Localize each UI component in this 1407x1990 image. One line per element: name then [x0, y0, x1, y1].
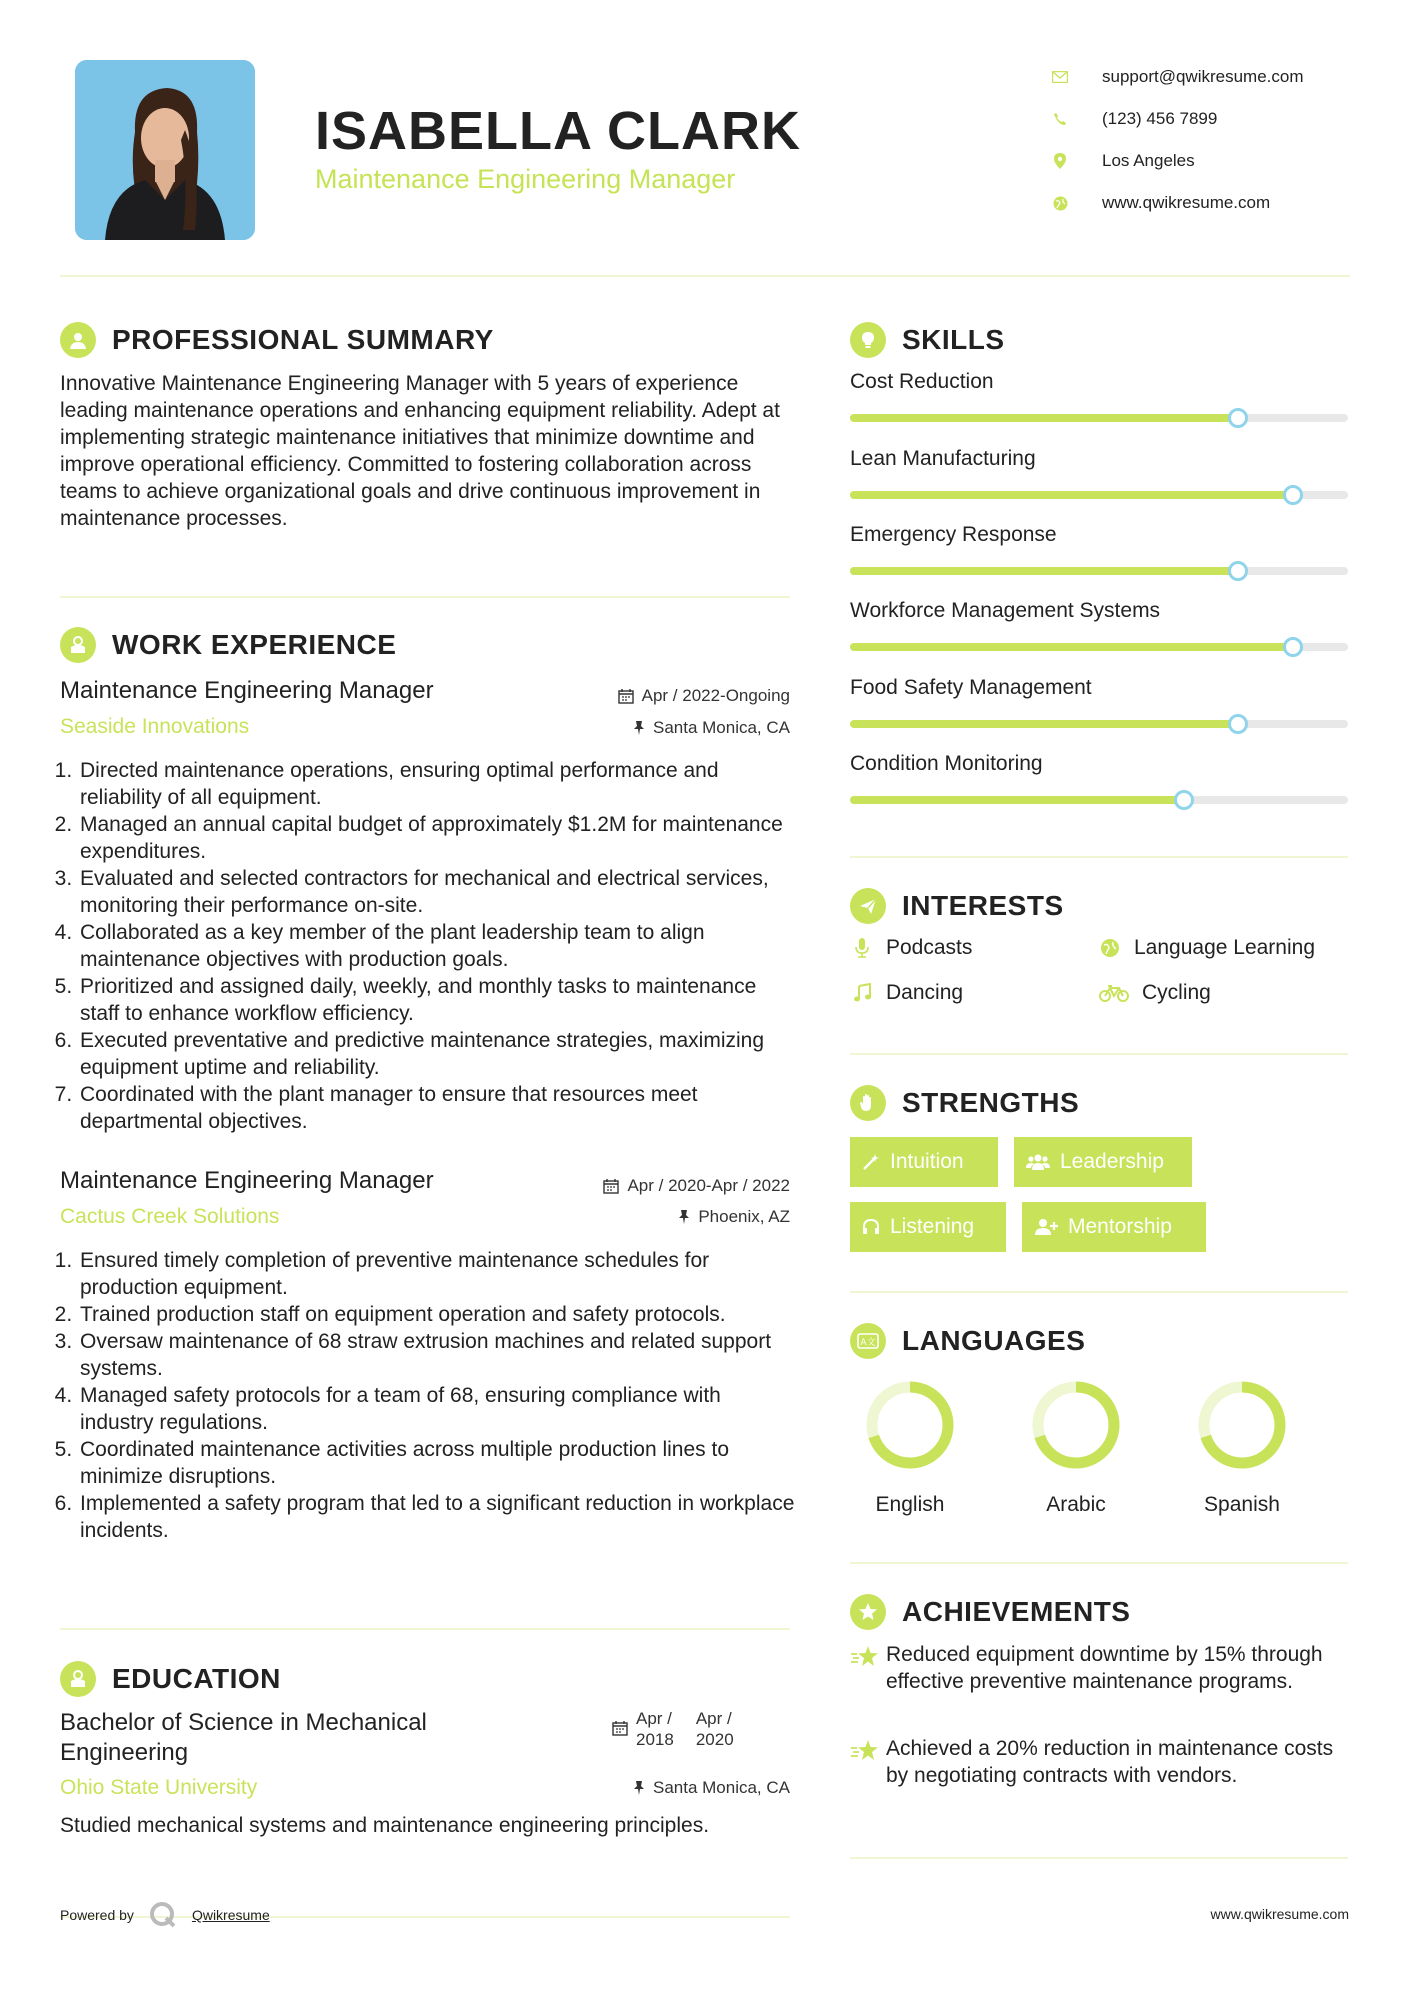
skill-name: Workforce Management Systems: [850, 599, 1161, 622]
svg-text:A文: A文: [860, 1338, 876, 1348]
user-plus-icon: [1034, 1218, 1058, 1236]
skill-fill: [850, 720, 1238, 728]
skill-fill: [850, 491, 1293, 499]
education-location-text: Santa Monica, CA: [652, 1778, 790, 1797]
person-portrait-icon: [75, 60, 255, 240]
skill-knob: [1228, 561, 1248, 581]
interest-label: Cycling: [1142, 981, 1211, 1004]
achievement-text: Achieved a 20% reduction in maintenance costs by negotiating contracts with vendors.: [886, 1737, 1334, 1787]
skill-fill: [850, 643, 1293, 651]
location-text: Los Angeles: [1102, 151, 1195, 170]
skill-name: Emergency Response: [850, 523, 1057, 546]
language-name: Spanish: [1204, 1493, 1280, 1516]
skill-name: Cost Reduction: [850, 370, 994, 393]
summary-heading: [60, 322, 494, 358]
strengths-divider: [850, 1291, 1348, 1293]
phone-text: (123) 456 7899: [1102, 109, 1218, 128]
skill-item: [850, 599, 1348, 651]
summary-text: Innovative Maintenance Engineering Manager with 5 years of experience leading maintenance operations and enhancing equipment reliability. Adept at implementing strategic maintenance initiatives that minimize downtime and improve operational efficiency. Committed to fostering collaboration across teams to achieve organizational goals and drive continuous improvement in maintenance processes.: [60, 372, 780, 530]
achievement-item: [850, 1641, 1350, 1695]
interest-label: Dancing: [886, 981, 964, 1004]
skills-divider: [850, 856, 1348, 858]
achievements-title: ACHIEVEMENTS: [902, 1596, 1131, 1627]
skill-knob: [1283, 637, 1303, 657]
language-name: English: [875, 1493, 945, 1516]
skill-bar: [850, 720, 1348, 728]
achievements-divider: [850, 1857, 1348, 1859]
skill-bar: [850, 796, 1348, 804]
strength-label: Leadership: [1060, 1150, 1164, 1173]
duty-item: 4. Collaborated as a key member of the plant leadership team to align maintenance objectives with production goals.: [78, 919, 798, 973]
paper-plane-icon: [850, 888, 886, 924]
edu-end-year: 2020: [695, 1730, 734, 1749]
duty-item: 6. Executed preventative and predictive maintenance strategies, maximizing equipment uptime and reliability.: [78, 1027, 798, 1081]
education-location: [540, 1778, 790, 1798]
star-badge-icon: [850, 1594, 886, 1630]
interest-item: [1098, 981, 1211, 1005]
job-1-location: [540, 718, 790, 738]
skill-item: [850, 676, 1348, 728]
calendar-icon: [618, 688, 634, 704]
strengths-heading: [850, 1085, 1079, 1121]
lightbulb-icon: [850, 322, 886, 358]
education-heading: [60, 1661, 281, 1697]
profile-photo: [75, 60, 255, 240]
interest-label: Language Learning: [1134, 936, 1316, 959]
strength-chip: [1014, 1137, 1192, 1187]
job-1-location-text: Santa Monica, CA: [652, 718, 790, 737]
map-marker-icon: [1050, 151, 1070, 171]
strength-label: Listening: [890, 1215, 975, 1238]
job-1-company: Seaside Innovations: [60, 715, 250, 738]
footer-site-link[interactable]: www.qwikresume.com: [1210, 1906, 1349, 1922]
edu-start-month: Apr /: [636, 1709, 672, 1728]
interests-divider: [850, 1053, 1348, 1055]
job-2-duties: [58, 1247, 798, 1544]
duty-item: 5. Prioritized and assigned daily, weekly, and monthly tasks to maintenance staff to enhance workflow efficiency.: [78, 973, 798, 1027]
duty-item: 2. Managed an annual capital budget of approximately $1.2M for maintenance expenditures.: [78, 811, 798, 865]
interest-item: [1098, 936, 1315, 960]
strength-chip: [850, 1137, 998, 1187]
degree-line-2: Engineering: [60, 1739, 189, 1766]
languages-title: LANGUAGES: [902, 1325, 1086, 1356]
job-2-location-text: Phoenix, AZ: [698, 1207, 790, 1226]
duty-item: 4. Managed safety protocols for a team of 68, ensuring compliance with industry regulations.: [78, 1382, 798, 1436]
header-divider: [60, 275, 1350, 277]
duty-item: 2. Trained production staff on equipment operation and safety protocols.: [78, 1301, 798, 1328]
pin-icon: [678, 1209, 690, 1225]
languages-divider: [850, 1562, 1348, 1564]
language-item: [1182, 1375, 1302, 1517]
music-icon: [850, 983, 874, 1003]
duty-item: 5. Coordinated maintenance activities across multiple production lines to minimize disruptions.: [78, 1436, 798, 1490]
globe-icon: [1050, 193, 1070, 213]
duty-item: 1. Directed maintenance operations, ensuring optimal performance and reliability of all equipment.: [78, 757, 798, 811]
school-name: Ohio State University: [60, 1776, 258, 1799]
language-item: [1016, 1375, 1136, 1517]
skill-item: [850, 447, 1348, 499]
skill-fill: [850, 567, 1238, 575]
footer-branding: [60, 1900, 270, 1930]
summary-title: PROFESSIONAL SUMMARY: [112, 324, 494, 355]
education-title: EDUCATION: [112, 1663, 281, 1694]
skill-bar: [850, 491, 1348, 499]
skills-title: SKILLS: [902, 324, 1005, 355]
candidate-role: Maintenance Engineering Manager: [315, 164, 736, 194]
languages-heading: [850, 1323, 1085, 1359]
language-ring: [860, 1375, 960, 1475]
skill-name: Lean Manufacturing: [850, 447, 1036, 470]
job-2-company: Cactus Creek Solutions: [60, 1205, 280, 1228]
experience-heading: [60, 627, 396, 663]
contact-website[interactable]: [1050, 182, 1380, 224]
skill-knob: [1283, 485, 1303, 505]
achievement-item: [850, 1735, 1350, 1789]
phone-icon: [1050, 109, 1070, 129]
strength-label: Mentorship: [1068, 1215, 1172, 1238]
duty-item: 3. Evaluated and selected contractors for mechanical and electrical services, monitoring their performance on-site.: [78, 865, 798, 919]
skill-name: Food Safety Management: [850, 676, 1092, 699]
qwikresume-logo-icon: [148, 1900, 178, 1930]
language-ring: [1192, 1375, 1292, 1475]
job-2-dates: [540, 1176, 790, 1196]
skill-knob: [1228, 408, 1248, 428]
job-1-title: Maintenance Engineering Manager: [60, 677, 434, 704]
envelope-icon: [1050, 67, 1070, 87]
briefcase-icon: [60, 627, 96, 663]
bicycle-icon: [1098, 984, 1130, 1002]
star-icon: [850, 1645, 886, 1695]
duty-item: 3. Oversaw maintenance of 68 straw extrusion machines and related support systems.: [78, 1328, 798, 1382]
edu-end-month: Apr /: [695, 1709, 732, 1728]
interests-heading: [850, 888, 1064, 924]
job-1-duties: [58, 757, 798, 1135]
achievement-text: Reduced equipment downtime by 15% through effective preventive maintenance programs.: [886, 1643, 1323, 1693]
translate-icon: [850, 1323, 886, 1359]
skill-bar: [850, 567, 1348, 575]
contact-block: [1050, 56, 1380, 224]
headphones-icon: [862, 1218, 880, 1236]
language-name: Arabic: [1046, 1493, 1106, 1516]
strength-label: Intuition: [890, 1150, 964, 1173]
contact-phone[interactable]: [1050, 98, 1380, 140]
job-2-location: [540, 1207, 790, 1227]
calendar-icon: [612, 1720, 628, 1736]
job-1-dates-text: Apr / 2022-Ongoing: [641, 686, 790, 705]
globe-icon: [1098, 938, 1122, 958]
skill-item: [850, 752, 1348, 804]
skill-bar: [850, 414, 1348, 422]
degree-title: [60, 1708, 427, 1768]
duty-item: 7. Coordinated with the plant manager to ensure that resources meet departmental objectives.: [78, 1081, 798, 1135]
language-ring: [1026, 1375, 1126, 1475]
skill-bar: [850, 643, 1348, 651]
calendar-icon: [603, 1178, 619, 1194]
users-icon: [1026, 1153, 1050, 1171]
magic-wand-icon: [862, 1153, 880, 1171]
job-1-dates: [540, 686, 790, 706]
skill-fill: [850, 414, 1238, 422]
strength-chip: [1022, 1202, 1206, 1252]
website-text: www.qwikresume.com: [1102, 193, 1271, 212]
skill-item: [850, 523, 1348, 575]
strength-chip: [850, 1202, 1006, 1252]
language-item: [850, 1375, 970, 1517]
candidate-name: ISABELLA CLARK: [315, 101, 801, 161]
achievements-heading: [850, 1594, 1130, 1630]
skills-heading: [850, 322, 1005, 358]
experience-divider: [60, 1628, 790, 1630]
email-text: support@qwikresume.com: [1102, 67, 1304, 86]
education-text: Studied mechanical systems and maintenance engineering principles.: [60, 1814, 710, 1837]
interest-label: Podcasts: [886, 936, 973, 959]
skill-knob: [1228, 714, 1248, 734]
job-2-dates-text: Apr / 2020-Apr / 2022: [627, 1176, 790, 1195]
duty-item: 1. Ensured timely completion of preventive maintenance schedules for production equipment.: [78, 1247, 798, 1301]
graduation-icon: [60, 1661, 96, 1697]
interest-item: [850, 981, 963, 1005]
hand-icon: [850, 1085, 886, 1121]
pin-icon: [633, 1780, 645, 1796]
user-icon: [60, 322, 96, 358]
skill-item: [850, 370, 1348, 422]
experience-title: WORK EXPERIENCE: [112, 629, 397, 660]
skill-fill: [850, 796, 1184, 804]
contact-email[interactable]: [1050, 56, 1380, 98]
summary-divider: [60, 596, 790, 598]
star-icon: [850, 1739, 886, 1789]
interests-title: INTERESTS: [902, 890, 1064, 921]
degree-line-1: Bachelor of Science in Mechanical: [60, 1709, 427, 1736]
skill-name: Condition Monitoring: [850, 752, 1043, 775]
powered-by-label: Powered by: [60, 1907, 134, 1923]
pin-icon: [633, 720, 645, 736]
interest-item: [850, 936, 972, 960]
skill-knob: [1174, 790, 1194, 810]
education-dates: [612, 1708, 734, 1750]
strengths-title: STRENGTHS: [902, 1087, 1080, 1118]
job-2-title: Maintenance Engineering Manager: [60, 1167, 434, 1194]
contact-location: [1050, 140, 1380, 182]
microphone-icon: [850, 938, 874, 958]
duty-item: 6. Implemented a safety program that led to a significant reduction in workplace incidents.: [78, 1490, 798, 1544]
brand-link[interactable]: Qwikresume: [191, 1907, 270, 1923]
edu-start-year: 2018: [636, 1730, 674, 1749]
